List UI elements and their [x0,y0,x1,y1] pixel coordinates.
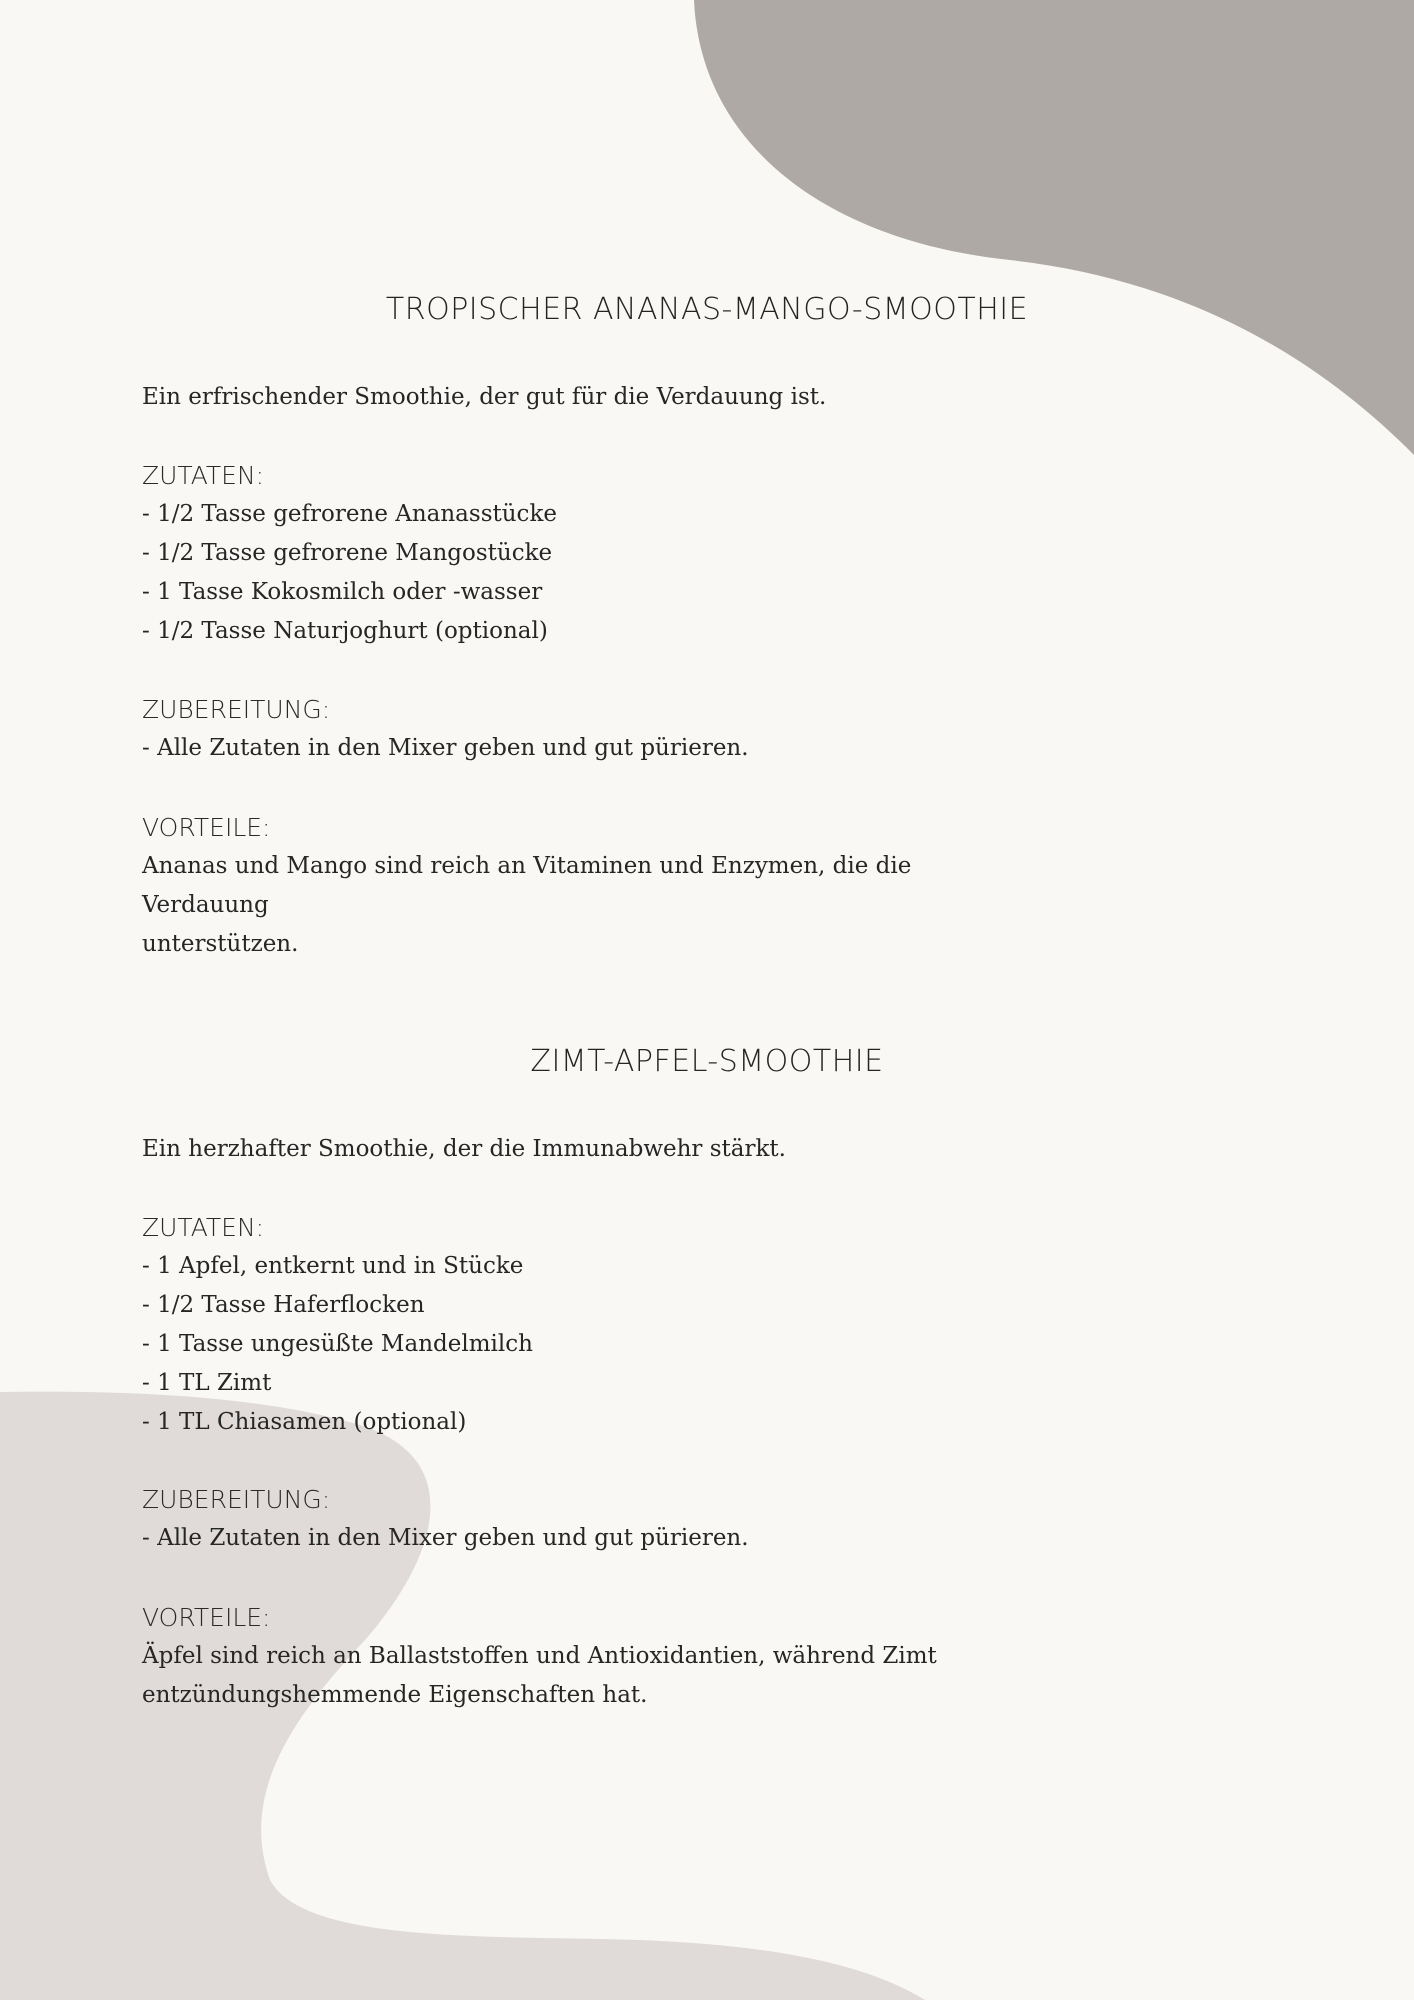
preparation-section [142,1480,1022,1558]
recipe-title: ZIMT-APFEL-SMOOTHIE [530,1044,884,1079]
ingredient-item: - 1/2 Tasse Naturjoghurt (optional) [142,618,548,644]
ingredient-item: - 1 TL Zimt [142,1370,272,1396]
recipe-intro: Ein herzhafter Smoothie, der die Immunabwehr stärkt. [142,1136,786,1162]
ingredient-item: - 1 Apfel, entkernt und in Stücke [142,1253,524,1279]
preparation-step: - Alle Zutaten in den Mixer geben und gut pürieren. [142,1525,749,1551]
benefits-section [142,808,1022,964]
preparation-step: - Alle Zutaten in den Mixer geben und gut pürieren. [142,735,749,761]
benefits-text-line: Äpfel sind reich an Ballaststoffen und Antioxidantien, während Zimt [142,1643,937,1669]
benefits-section [142,1598,1022,1715]
ingredient-item: - 1 Tasse Kokosmilch oder -wasser [142,579,543,605]
benefits-text-line: unterstützen. [142,931,299,957]
ingredient-item: - 1/2 Tasse gefrorene Mangostücke [142,540,553,566]
ingredients-heading: ZUTATEN: [142,461,265,490]
benefits-text-line: Ananas und Mango sind reich an Vitaminen und Enzymen, die die Verdauung [142,853,912,918]
ingredient-item: - 1/2 Tasse Haferflocken [142,1292,425,1318]
benefits-heading: VORTEILE: [142,813,271,842]
ingredient-item: - 1 TL Chiasamen (optional) [142,1409,467,1435]
recipe-title: TROPISCHER ANANAS-MANGO-SMOOTHIE [385,292,1029,327]
ingredient-item: - 1/2 Tasse gefrorene Ananasstücke [142,501,557,527]
ingredient-item: - 1 Tasse ungesüßte Mandelmilch [142,1331,533,1357]
benefits-heading: VORTEILE: [142,1603,271,1632]
ingredients-section [142,456,1022,651]
preparation-heading: ZUBEREITUNG: [142,695,331,724]
recipe-intro: Ein erfrischender Smoothie, der gut für die Verdauung ist. [142,384,827,410]
ingredients-section [142,1208,1022,1442]
preparation-heading: ZUBEREITUNG: [142,1485,331,1514]
benefits-text-line: entzündungshemmende Eigenschaften hat. [142,1682,648,1708]
ingredients-heading: ZUTATEN: [142,1213,265,1242]
preparation-section [142,690,1022,768]
